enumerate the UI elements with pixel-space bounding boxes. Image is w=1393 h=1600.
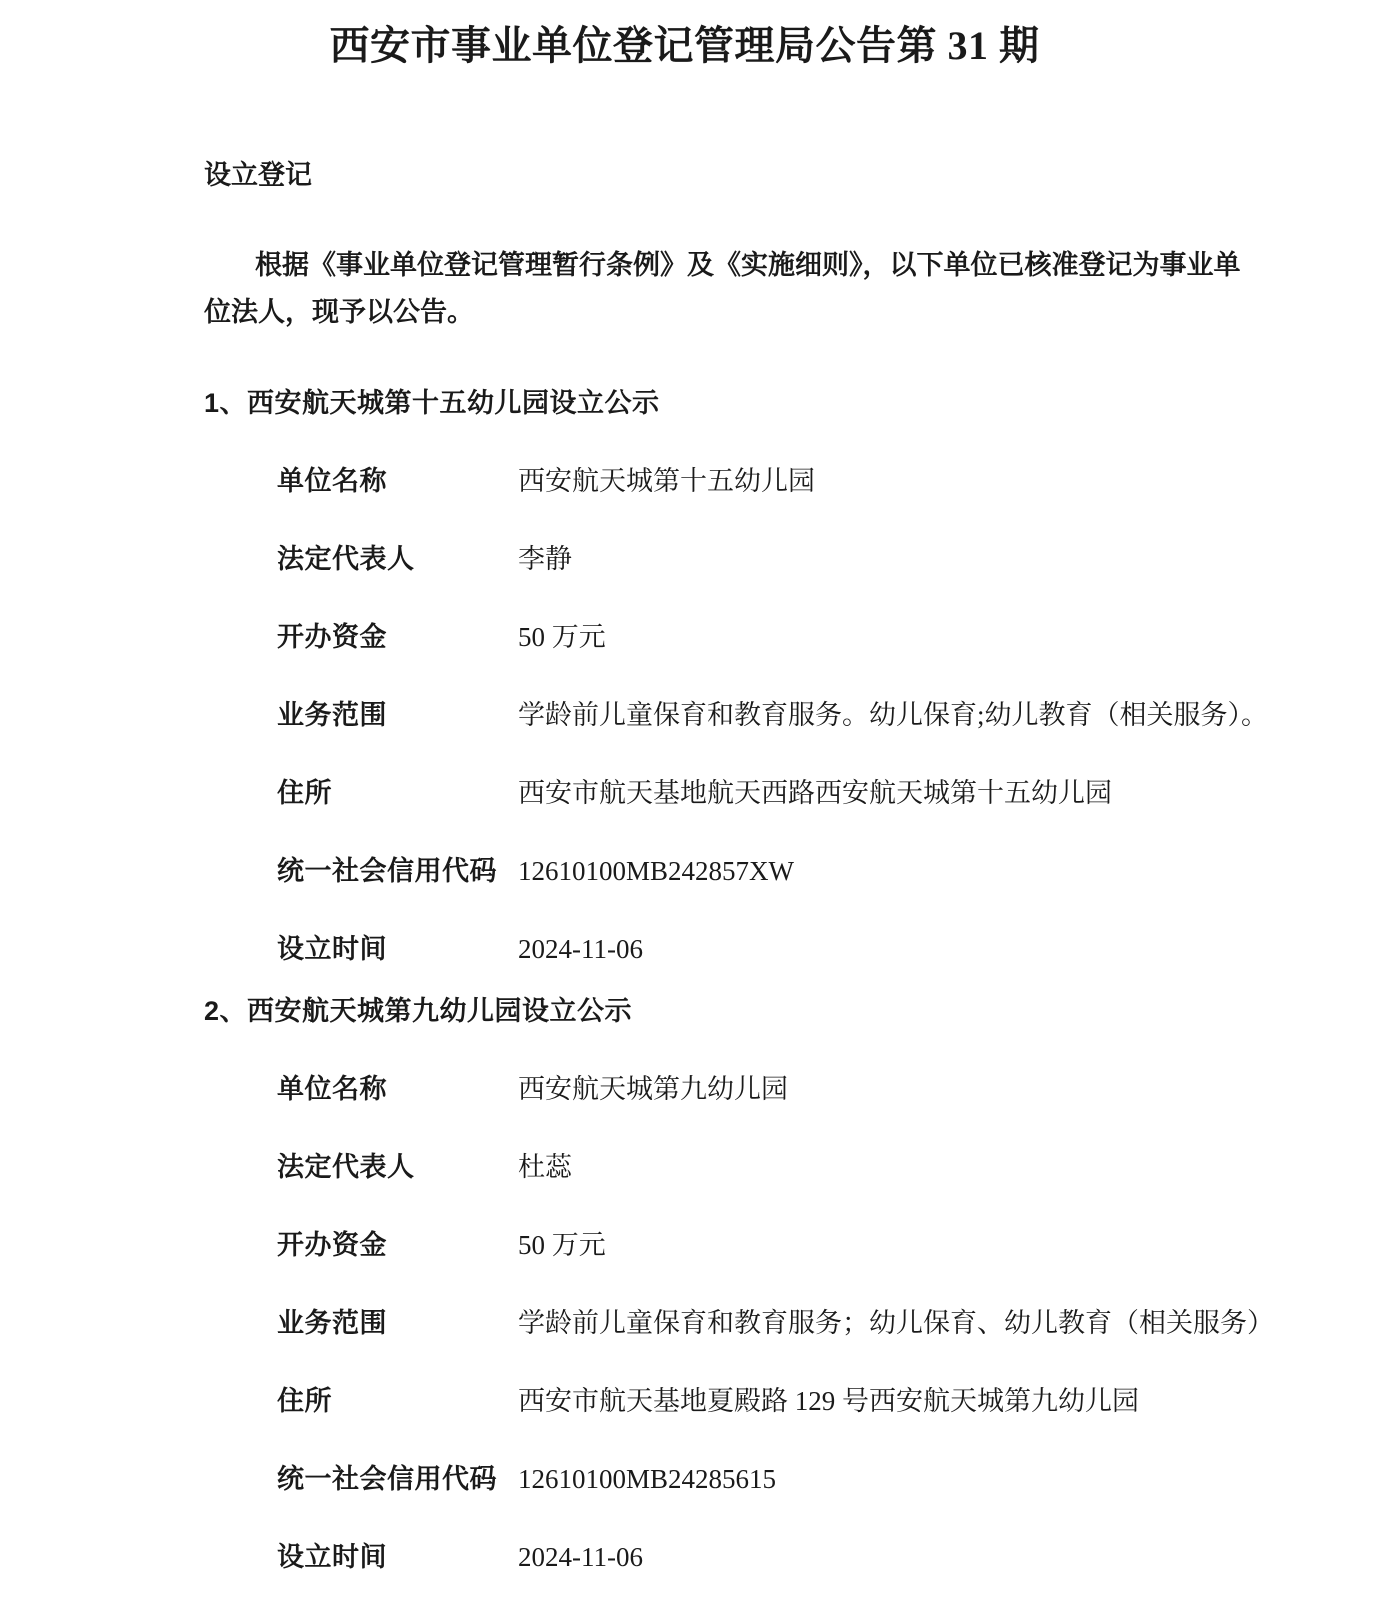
field-label-business-scope: 业务范围: [277, 700, 387, 730]
field-value-legal-representative: 李静: [518, 544, 572, 574]
field-label-credit-code: 统一社会信用代码: [277, 1464, 497, 1494]
field-value-business-scope: 学龄前儿童保育和教育服务。幼儿保育;幼儿教育（相关服务）。: [518, 700, 1269, 730]
entry-2-row-address: [204, 1384, 1204, 1418]
registration-type-heading: 设立登记: [204, 160, 312, 190]
field-label-business-scope: 业务范围: [277, 1308, 387, 1338]
field-value-establish-date: 2024-11-06: [518, 1542, 643, 1572]
entry-1-row-business-scope: [204, 698, 1269, 732]
entry-2: [204, 994, 1274, 1574]
entry-2-row-credit-code: [204, 1462, 1204, 1496]
field-label-address: 住所: [277, 1386, 332, 1416]
field-label-address: 住所: [277, 778, 332, 808]
entry-2-row-business-scope: [204, 1306, 1274, 1340]
entry-1-heading: 1、西安航天城第十五幼儿园设立公示: [204, 388, 660, 418]
field-value-unit-name: 西安航天城第十五幼儿园: [518, 466, 815, 496]
intro-line-2: 位法人，现予以公告。: [204, 297, 474, 327]
field-value-legal-representative: 杜蕊: [518, 1152, 572, 1182]
field-value-address: 西安市航天基地航天西路西安航天城第十五幼儿园: [518, 778, 1112, 808]
entry-2-row-opening-capital: [204, 1228, 1204, 1262]
entry-1-row-establish-date: [204, 932, 1204, 966]
field-label-opening-capital: 开办资金: [277, 1230, 387, 1260]
field-value-establish-date: 2024-11-06: [518, 934, 643, 964]
field-label-unit-name: 单位名称: [277, 466, 387, 496]
entry-1-row-credit-code: [204, 854, 1204, 888]
field-value-credit-code: 12610100MB24285615: [518, 1464, 777, 1494]
field-label-legal-representative: 法定代表人: [277, 1152, 415, 1182]
field-label-establish-date: 设立时间: [277, 1542, 387, 1572]
entry-2-row-establish-date: [204, 1540, 1204, 1574]
field-value-business-scope: 学龄前儿童保育和教育服务；幼儿保育、幼儿教育（相关服务）: [518, 1308, 1274, 1338]
entry-1-row-legal-representative: [204, 542, 1204, 576]
field-label-opening-capital: 开办资金: [277, 622, 387, 652]
field-label-credit-code: 统一社会信用代码: [277, 856, 497, 886]
entry-1-row-address: [204, 776, 1204, 810]
field-value-unit-name: 西安航天城第九幼儿园: [518, 1074, 788, 1104]
field-value-opening-capital: 50 万元: [518, 1230, 606, 1260]
entry-1-row-opening-capital: [204, 620, 1204, 654]
entry-1-row-unit-name: [204, 464, 1204, 498]
field-value-address: 西安市航天基地夏殿路 129 号西安航天城第九幼儿园: [518, 1386, 1139, 1416]
field-label-legal-representative: 法定代表人: [277, 544, 415, 574]
entry-2-row-legal-representative: [204, 1150, 1204, 1184]
intro-line-1: 根据《事业单位登记管理暂行条例》及《实施细则》，以下单位已核准登记为事业单: [255, 250, 1241, 280]
entry-1: [204, 386, 1269, 966]
document-title: 西安市事业单位登记管理局公告第 31 期: [329, 23, 1040, 68]
field-label-establish-date: 设立时间: [277, 934, 387, 964]
field-value-credit-code: 12610100MB242857XW: [518, 856, 794, 886]
intro-paragraph: [204, 242, 1241, 336]
entry-2-heading: 2、西安航天城第九幼儿园设立公示: [204, 996, 633, 1026]
entry-2-row-unit-name: [204, 1072, 1204, 1106]
field-value-opening-capital: 50 万元: [518, 622, 606, 652]
document-body: [204, 158, 1274, 1574]
field-label-unit-name: 单位名称: [277, 1074, 387, 1104]
